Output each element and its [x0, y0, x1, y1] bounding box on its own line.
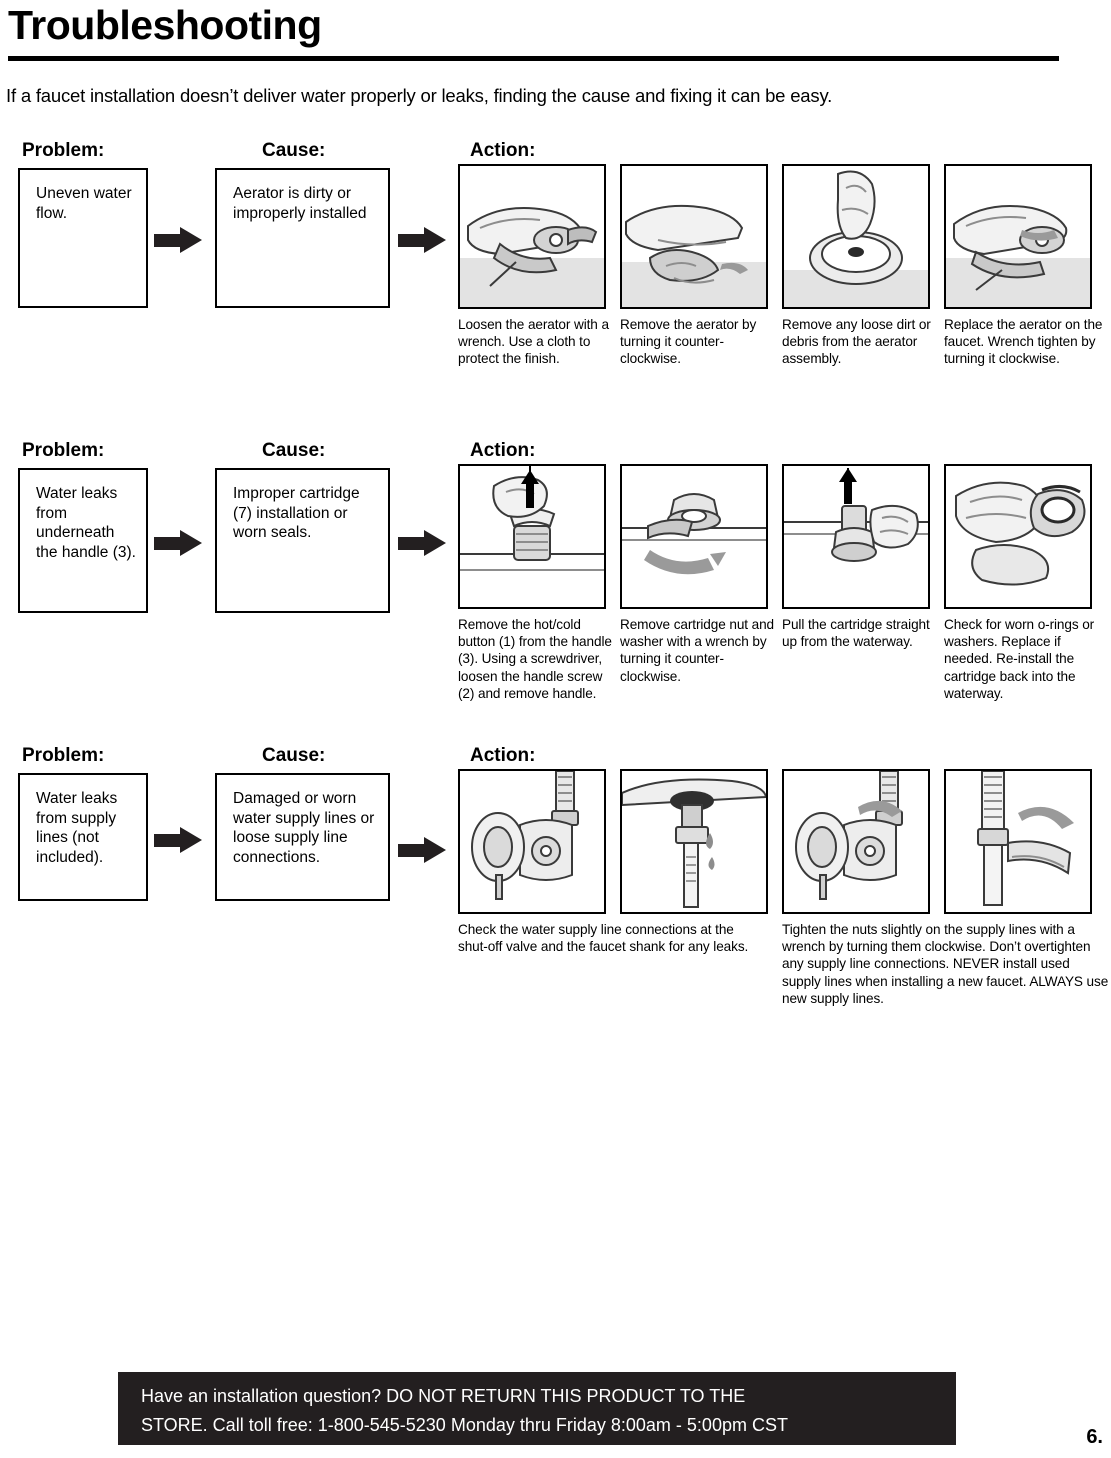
faucet-shank-drip-icon [620, 769, 768, 914]
support-footer [118, 1372, 956, 1445]
cause-box: Improper cartridge (7) installation or worn seals. [215, 468, 390, 613]
faucet-replace-aerator-icon [944, 164, 1092, 309]
step-caption: Remove any loose dirt or debris from the aerator assembly. [782, 317, 931, 367]
faucet-aerator-wrench-icon [458, 164, 606, 309]
title-divider [8, 56, 1059, 61]
step-caption: Remove the hot/cold button (1) from the handle (3). Using a screwdriver, loosen the handle screw (2) and remove handle. [458, 617, 612, 701]
intro-text: If a faucet installation doesn’t deliver water properly or leaks, finding the cause and fixing it can be easy. [6, 85, 833, 106]
cause-box: Aerator is dirty or improperly installed [215, 168, 390, 308]
problem-heading: Problem: [22, 440, 105, 461]
footer-line-2: STORE. Call toll free: 1-800-545-5230 Monday thru Friday 8:00am - 5:00pm CST [141, 1415, 788, 1435]
problem-heading: Problem: [22, 140, 105, 161]
hand-unscrew-aerator-icon [620, 164, 768, 309]
step-caption: Pull the cartridge straight up from the waterway. [782, 617, 930, 650]
remove-handle-button-icon [458, 464, 606, 609]
step-caption: Check the water supply line connections at the shut-off valve and the faucet shank for any leaks. [458, 922, 749, 955]
arrow-cause-to-action [398, 530, 446, 556]
page-number: 6. [1086, 1426, 1103, 1448]
arrow-problem-to-cause [154, 227, 202, 253]
action-heading: Action: [470, 140, 536, 161]
cause-heading: Cause: [262, 140, 326, 161]
arrow-cause-to-action [398, 227, 446, 253]
shutoff-valve-supply-line-icon [458, 769, 606, 914]
step-caption: Replace the aerator on the faucet. Wrench tighten by turning it clockwise. [944, 317, 1103, 367]
pull-cartridge-up-icon [782, 464, 930, 609]
cause-heading: Cause: [262, 440, 326, 461]
cause-box: Damaged or worn water supply lines or loose supply line connections. [215, 773, 390, 901]
page-title: Troubleshooting [8, 2, 322, 48]
problem-heading: Problem: [22, 745, 105, 766]
cause-heading: Cause: [262, 745, 326, 766]
step-caption: Loosen the aerator with a wrench. Use a cloth to protect the finish. [458, 317, 609, 367]
action-heading: Action: [470, 745, 536, 766]
arrow-problem-to-cause [154, 827, 202, 853]
problem-box: Uneven water flow. [18, 168, 148, 308]
footer-line-1: Have an installation question? DO NOT RETURN THIS PRODUCT TO THE [141, 1386, 746, 1406]
action-heading: Action: [470, 440, 536, 461]
step-caption: Tighten the nuts slightly on the supply lines with a wrench by turning them clockwise. Don’t overtighten any supply line connections. NEVER install used supply lines when installing a new faucet. ALWAYS use new supply lines. [782, 922, 1109, 1006]
supply-line-wrench-icon [944, 769, 1092, 914]
arrow-problem-to-cause [154, 530, 202, 556]
problem-box: Water leaks from underneath the handle (3). [18, 468, 148, 613]
arrow-cause-to-action [398, 837, 446, 863]
step-caption: Remove cartridge nut and washer with a wrench by turning it counter-clockwise. [620, 617, 775, 684]
cartridge-nut-wrench-icon [620, 464, 768, 609]
problem-box: Water leaks from supply lines (not included). [18, 773, 148, 901]
finger-clean-aerator-icon [782, 164, 930, 309]
check-o-rings-icon [944, 464, 1092, 609]
step-caption: Check for worn o-rings or washers. Replace if needed. Re-install the cartridge back into the waterway. [944, 617, 1095, 701]
shutoff-valve-tighten-icon [782, 769, 930, 914]
step-caption: Remove the aerator by turning it counter-clockwise. [620, 317, 757, 367]
